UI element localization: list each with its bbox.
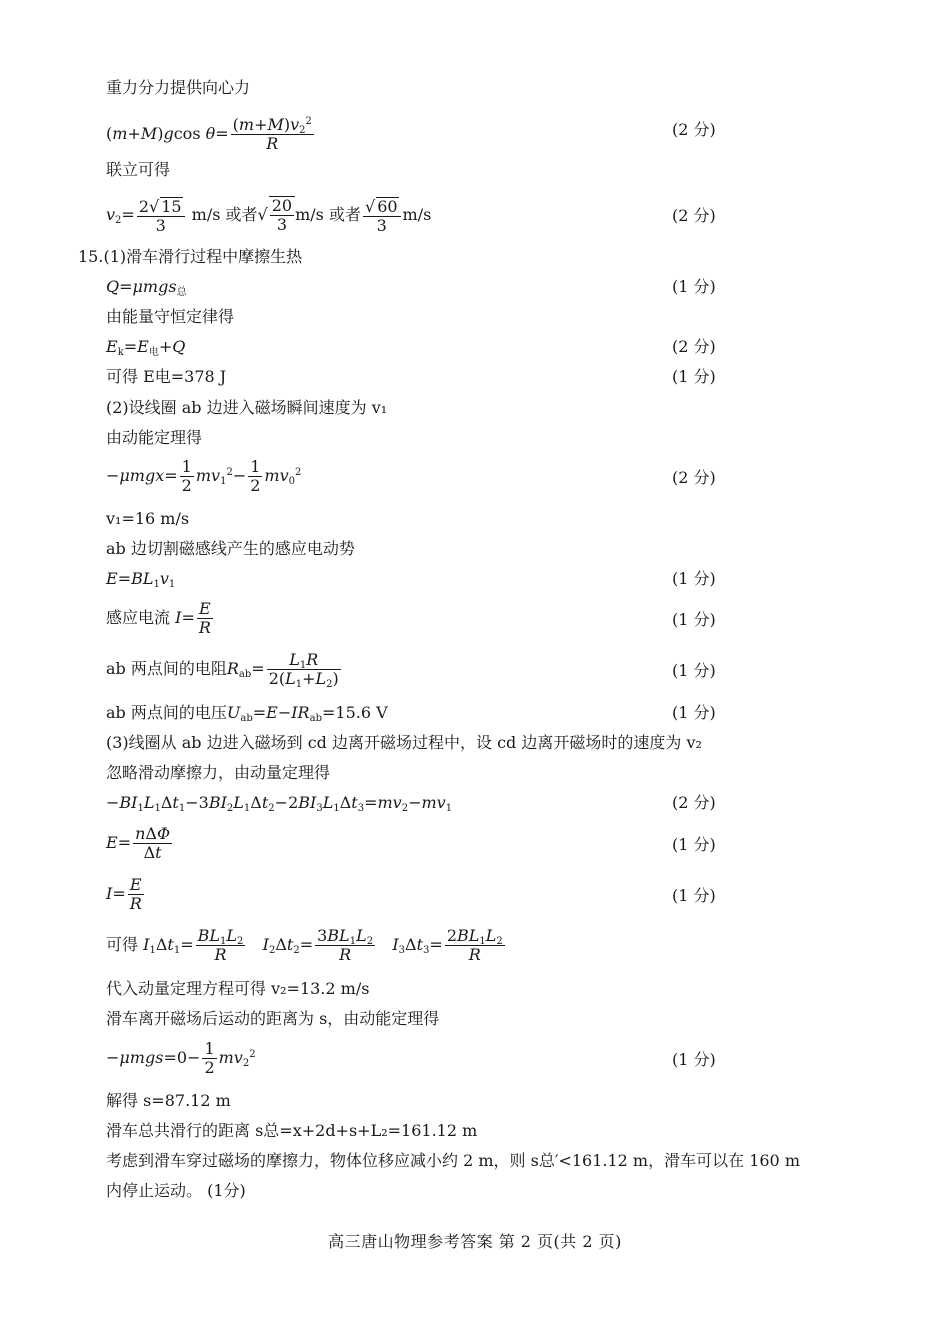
equation-heat: Q=μmgs$_总$ bbox=[106, 277, 187, 298]
score-label: (1 分) bbox=[672, 703, 716, 722]
text-line: (3)线圈从 ab 边进入磁场到 cd 边离开磁场过程中，设 cd 边离开磁场时的速度为 v₂ bbox=[106, 733, 702, 752]
score-label: (1 分) bbox=[672, 1050, 716, 1069]
score-label: (1 分) bbox=[672, 835, 716, 854]
text-line: v₁=16 m/s bbox=[106, 509, 190, 528]
equation-energy: $E_k=E_电+Q$ bbox=[106, 337, 186, 358]
score-label: (1 分) bbox=[672, 661, 716, 680]
question-heading: 15.(1)滑车滑行过程中摩擦生热 bbox=[78, 247, 303, 266]
score-label: (2 分) bbox=[672, 793, 716, 812]
page-footer: 高三唐山物理参考答案 第 2 页(共 2 页) bbox=[328, 1232, 622, 1251]
equation-v2-result: $v_2=$ $\frac{2√ 15}{3}$ m/s 或者√ $\frac{20}{3}$ m/s 或者 $\frac{√ 60}{3}$ m/s bbox=[106, 196, 432, 235]
score-label: (1 分) bbox=[672, 367, 716, 386]
equation-momentum: $-BI_1L_1\Delta t_1-3BI_2L_1\Delta t_2-2BI_3L_1\Delta t_3=mv_2-mv_1$ bbox=[106, 793, 453, 814]
text-line: 滑车离开磁场后运动的距离为 s，由动能定理得 bbox=[106, 1009, 440, 1028]
score-label: (2 分) bbox=[672, 468, 716, 487]
text-line: 代入动量定理方程可得 v₂=13.2 m/s bbox=[106, 979, 370, 998]
text-line: 由动能定理得 bbox=[106, 428, 203, 447]
score-label: (1 分) bbox=[672, 886, 716, 905]
text-line: 忽略滑动摩擦力，由动量定理得 bbox=[106, 763, 331, 782]
equation-resistance: ab 两点间的电阻$R_{ab}=$ $\frac{L_1R}{2(L_1+L_2)}$ bbox=[106, 650, 339, 690]
text-line: 滑车总共滑行的距离 s总=x+2d+s+L₂=161.12 m bbox=[106, 1121, 478, 1140]
score-label: (1 分) bbox=[672, 569, 716, 588]
equation-faraday: E= $\frac{\text{nΔΦ}}{\Delta t}$ bbox=[106, 824, 171, 862]
equation-stopping: −μmgs=0− $\frac{1}{2}$ $mv_2^2$ bbox=[106, 1039, 256, 1077]
score-label: (1 分) bbox=[672, 610, 716, 629]
equation-current: 感应电流 I= $\frac{E}{R}$ bbox=[106, 599, 211, 637]
text-line: ab 边切割磁感线产生的感应电动势 bbox=[106, 539, 355, 558]
equation-ohm: I= $\frac{E}{R}$ bbox=[106, 875, 142, 913]
score-label: (1 分) bbox=[672, 277, 716, 296]
text-line: 联立可得 bbox=[106, 160, 171, 179]
equation-label: 感应电流 bbox=[106, 608, 171, 627]
text-line: 重力分力提供向心力 bbox=[106, 78, 251, 97]
equation-label: 可得 bbox=[106, 935, 139, 954]
equation-emf: $E=BL_1v_1$ bbox=[106, 569, 176, 590]
text-line: (2)设线圈 ab 边进入磁场瞬间速度为 v₁ bbox=[106, 398, 388, 417]
text-line: 解得 s=87.12 m bbox=[106, 1091, 231, 1110]
text-line: 可得 E电=378 J bbox=[106, 367, 227, 386]
equation-voltage: ab 两点间的电压$U_{ab}=E-IR_{ab}=15.6$ V bbox=[106, 703, 388, 724]
text-or: 或者 bbox=[225, 205, 258, 224]
score-label: (2 分) bbox=[672, 337, 716, 356]
text-line: 内停止运动。 (1分) bbox=[106, 1181, 246, 1200]
equation-centripetal: (m+M)gcos θ= $\frac{(m+M)v_2^2}{R}$ bbox=[106, 115, 312, 153]
score-label: (2 分) bbox=[672, 206, 716, 225]
text-line: 考虑到滑车穿过磁场的摩擦力，物体位移应减小约 2 m，则 s总′<161.12 m，滑车可以在 160 m bbox=[106, 1151, 800, 1170]
equation-kinetic: −μmgx= $\frac{1}{2}$ $mv_1^2-$ $\frac{1}{2}$ $mv_0^2$ bbox=[106, 457, 302, 495]
equation-impulse-terms: 可得 $I_1\Delta t_1=$ $\frac{BL_1L_2}{R}$ $I_2\Delta t_2=$ $\frac{3BL_1L_2}{R}$ $I_3\Delta t_3=$ $\frac{2BL_1L_2}{R}$ bbox=[106, 926, 503, 964]
text-line: 由能量守恒定律得 bbox=[106, 307, 235, 326]
score-label: (2 分) bbox=[672, 120, 716, 139]
text-or: 或者 bbox=[328, 205, 361, 224]
equation-label: ab 两点间的电阻 bbox=[106, 659, 227, 678]
equation-label: ab 两点间的电压 bbox=[106, 703, 227, 722]
